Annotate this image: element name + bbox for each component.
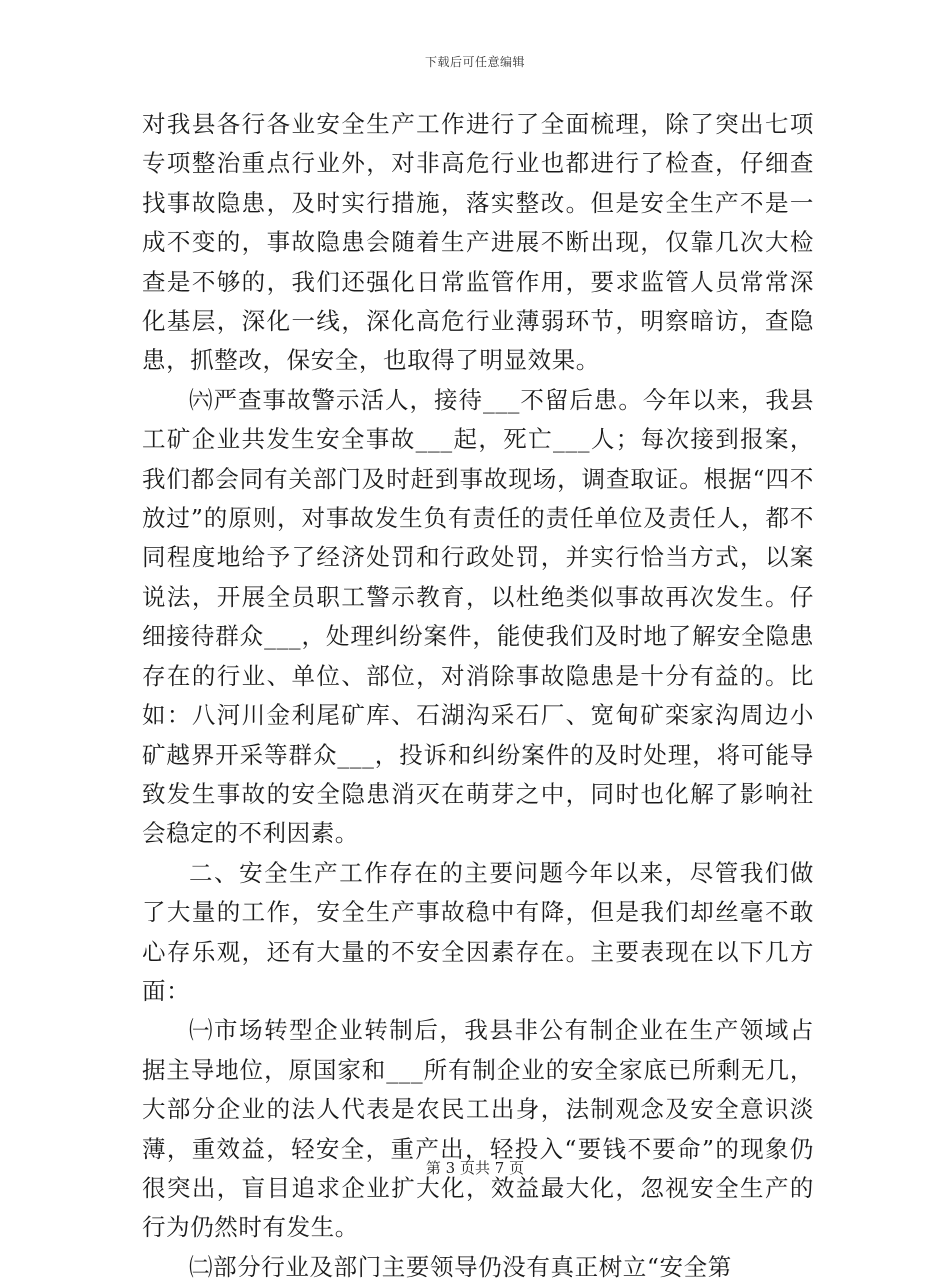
page-header: 下载后可任意编辑: [424, 55, 525, 69]
body-paragraph: 对我县各行各业安全生产工作进行了全面梳理，除了突出七项专项整治重点行业外，对非高危行业也都进行了检查，仔细查找事故隐患，及时实行措施，落实整改。但是安全生产不是一成不变的，事故隐患会随着生产进展不断出现，仅靠几次大检查是不够的，我们还强化日常监管作用，要求监管人员常常深化基层，深化一线，深化高危行业薄弱环节，明察暗访，查隐患，抓整改，保安全，也取得了明显效果。: [142, 110, 814, 375]
body-paragraph: ㈥严查事故警示活人，接待___不留后患。今年以来，我县工矿企业共发生安全事故___起，死亡___人；每次接到报案，我们都会同有关部门及时赶到事故现场，调查取证。根据“四不放过”的原则，对事故发生负有责任的责任单位及责任人，都不同程度地给予了经济处罚和行政处罚，并实行恰当方式，以案说法，开展全员职工警示教育，以杜绝类似事故再次发生。仔细接待群众___，处理纠纷案件，能使我们及时地了解安全隐患存在的行业、单位、部位，对消除事故隐患是十分有益的。比如：八河川金利尾矿库、石湖沟采石厂、宽甸矿栾家沟周边小矿越界开采等群众___，投诉和纠纷案件的及时处理，将可能导致发生事故的安全隐患消灭在萌芽之中，同时也化解了影响社会稳定的不利因素。: [142, 385, 814, 848]
page-footer: 第 3 页共 7 页: [425, 1159, 525, 1177]
document-body: [142, 105, 814, 1287]
body-paragraph: 二、安全生产工作存在的主要问题今年以来，尽管我们做了大量的工作，安全生产事故稳中有降，但是我们却丝毫不敢心存乐观，还有大量的不安全因素存在。主要表现在以下几方面：: [142, 858, 814, 1005]
body-paragraph: ㈠市场转型企业转制后，我县非公有制企业在生产领域占据主导地位，原国家和___所有制企业的安全家底已所剩无几，大部分企业的法人代表是农民工出身，法制观念及安全意识淡薄，重效益，轻安全，重产出，轻投入“要钱不要命”的现象仍很突出，盲目追求企业扩大化，效益最大化，忽视安全生产的行为仍然时有发生。: [142, 1016, 814, 1242]
body-paragraph: ㈡部分行业及部门主要领导仍没有真正树立“安全第: [189, 1252, 732, 1281]
